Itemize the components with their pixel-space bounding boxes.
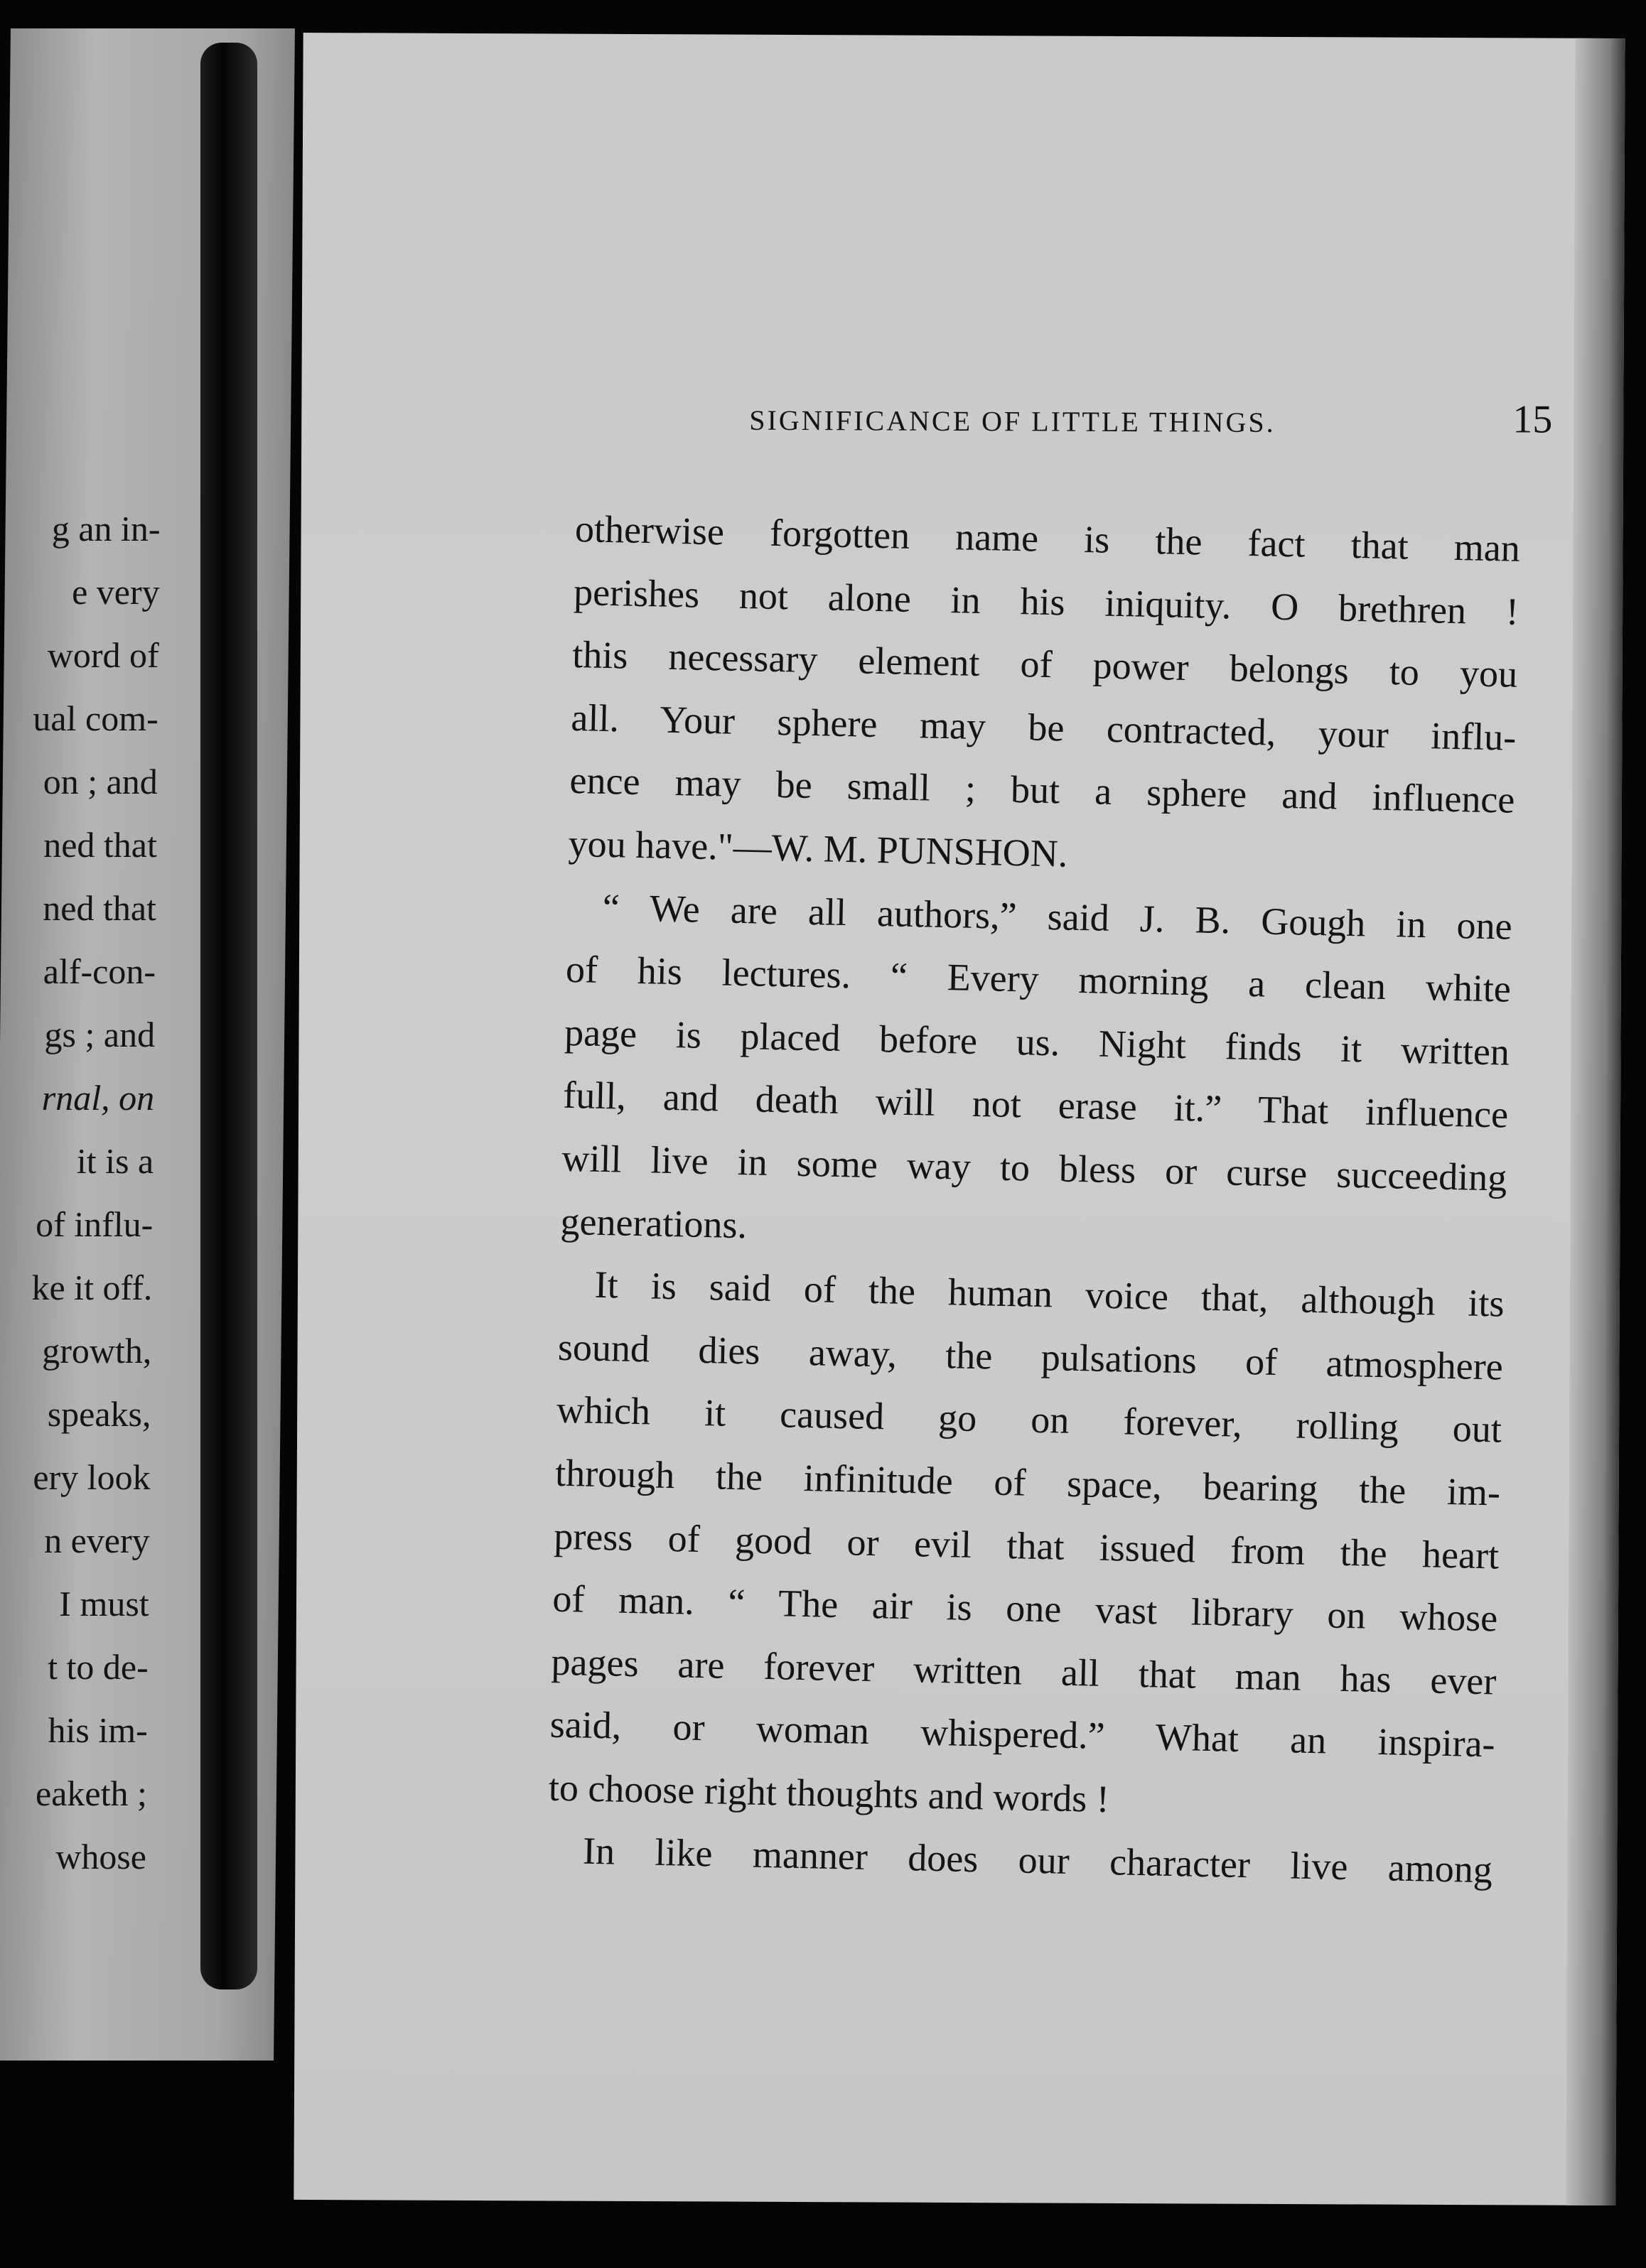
text-line: through the infinitude of space, bearing the im- xyxy=(554,1451,1501,1514)
previous-page-line: alf-con- xyxy=(43,951,156,991)
page-number: 15 xyxy=(1512,397,1553,442)
text-line: “ We are all authors,” said J. B. Gough in one xyxy=(602,885,1513,948)
text-line: perishes not alone in his iniquity. O brethren ! xyxy=(573,570,1519,633)
previous-page-line: ned that xyxy=(43,888,157,928)
text-line: this necessary element of power belongs to you xyxy=(571,633,1518,696)
text-line: of his lectures. “ Every morning a clean white xyxy=(565,948,1512,1010)
text-line: to choose right thoughts and words ! xyxy=(548,1766,1110,1820)
text-line: you have."—W. M. PUNSHON. xyxy=(568,821,1068,875)
previous-page-line: e very xyxy=(71,572,160,612)
previous-page-line: growth, xyxy=(42,1331,152,1371)
previous-page-line: speaks, xyxy=(47,1394,151,1434)
previous-page-line: gs ; and xyxy=(44,1015,156,1054)
text-line: sound dies away, the pulsations of atmosphere xyxy=(557,1325,1504,1388)
previous-page-line: rnal, on xyxy=(41,1078,155,1118)
text-line: full, and death will not erase it.” That influence xyxy=(562,1074,1509,1137)
text-line: will live in some way to bless or curse succeeding xyxy=(561,1136,1507,1199)
previous-page-line: whose xyxy=(55,1837,147,1876)
text-line: ence may be small ; but a sphere and influence xyxy=(569,759,1515,822)
book-gutter-shadow xyxy=(200,43,257,1989)
previous-page-line: word of xyxy=(47,635,160,675)
previous-page-line: I must xyxy=(59,1584,150,1624)
text-line: otherwise forgotten name is the fact that man xyxy=(574,507,1521,570)
previous-page-line: ke it off. xyxy=(31,1268,153,1307)
previous-page-line: it is a xyxy=(76,1141,154,1181)
text-line: pages are forever written all that man has ever xyxy=(551,1640,1497,1703)
previous-page-line: his im- xyxy=(48,1710,149,1750)
previous-page-line: ual com- xyxy=(33,698,159,738)
text-line: page is placed before us. Night finds it written xyxy=(564,1010,1510,1074)
previous-page-line: n every xyxy=(43,1521,150,1560)
text-line: generations. xyxy=(560,1199,748,1246)
page-edge-shadow xyxy=(1566,38,1625,2205)
previous-page-text xyxy=(0,497,161,1889)
previous-page-line: of influ- xyxy=(35,1204,154,1244)
previous-page-line: t to de- xyxy=(47,1647,149,1687)
text-line: all. Your sphere may be contracted, your influ- xyxy=(570,696,1517,759)
page-body-text xyxy=(547,497,1521,1901)
text-line: In like manner does our character live among xyxy=(582,1830,1493,1891)
page-header xyxy=(749,394,1552,461)
running-head: SIGNIFICANCE OF LITTLE THINGS. xyxy=(749,404,1276,438)
previous-page-line: ned that xyxy=(43,825,158,865)
text-line: press of good or evil that issued from the heart xyxy=(553,1514,1500,1577)
text-line: It is said of the human voice that, although its xyxy=(594,1263,1505,1325)
text-line: of man. “ The air is one vast library on whose xyxy=(552,1577,1498,1640)
previous-page-line: on ; and xyxy=(43,762,158,801)
previous-page-line: eaketh ; xyxy=(35,1773,148,1813)
previous-page-line: ery look xyxy=(33,1457,151,1497)
previous-page-line: g an in- xyxy=(51,509,161,549)
text-line: which it caused go on forever, rolling out xyxy=(556,1388,1502,1451)
text-line: said, or woman whispered.” What an inspira- xyxy=(549,1702,1496,1766)
